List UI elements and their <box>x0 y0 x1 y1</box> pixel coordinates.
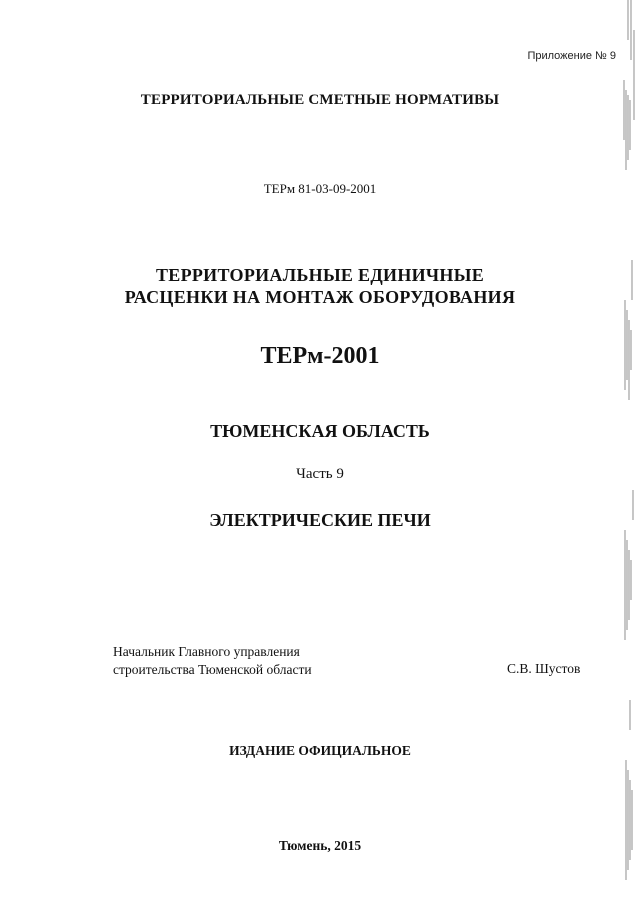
region: ТЮМЕНСКАЯ ОБЛАСТЬ <box>210 421 430 441</box>
document-title <box>0 264 640 308</box>
scan-artifacts <box>612 0 640 905</box>
subject: ЭЛЕКТРИЧЕСКИЕ ПЕЧИ <box>209 510 431 530</box>
position-line-2: строительства Тюменской области <box>113 662 312 677</box>
position-line-1: Начальник Главного управления <box>113 644 300 659</box>
signatory-name: С.В. Шустов <box>507 661 581 676</box>
short-name: ТЕРм-2001 <box>260 343 380 369</box>
edition-label: ИЗДАНИЕ ОФИЦИАЛЬНОЕ <box>229 743 411 758</box>
appendix-label: Приложение № 9 <box>527 50 616 62</box>
part-number: Часть 9 <box>296 466 344 482</box>
title-line-2: РАСЦЕНКИ НА МОНТАЖ ОБОРУДОВАНИЯ <box>124 287 516 307</box>
title-line-1: ТЕРРИТОРИАЛЬНЫЕ ЕДИНИЧНЫЕ <box>155 265 485 285</box>
city-year: Тюмень, 2015 <box>278 838 362 853</box>
signatory-position <box>113 643 312 679</box>
norms-heading: ТЕРРИТОРИАЛЬНЫЕ СМЕТНЫЕ НОРМАТИВЫ <box>140 92 500 108</box>
document-code: ТЕРм 81-03-09-2001 <box>263 181 377 196</box>
